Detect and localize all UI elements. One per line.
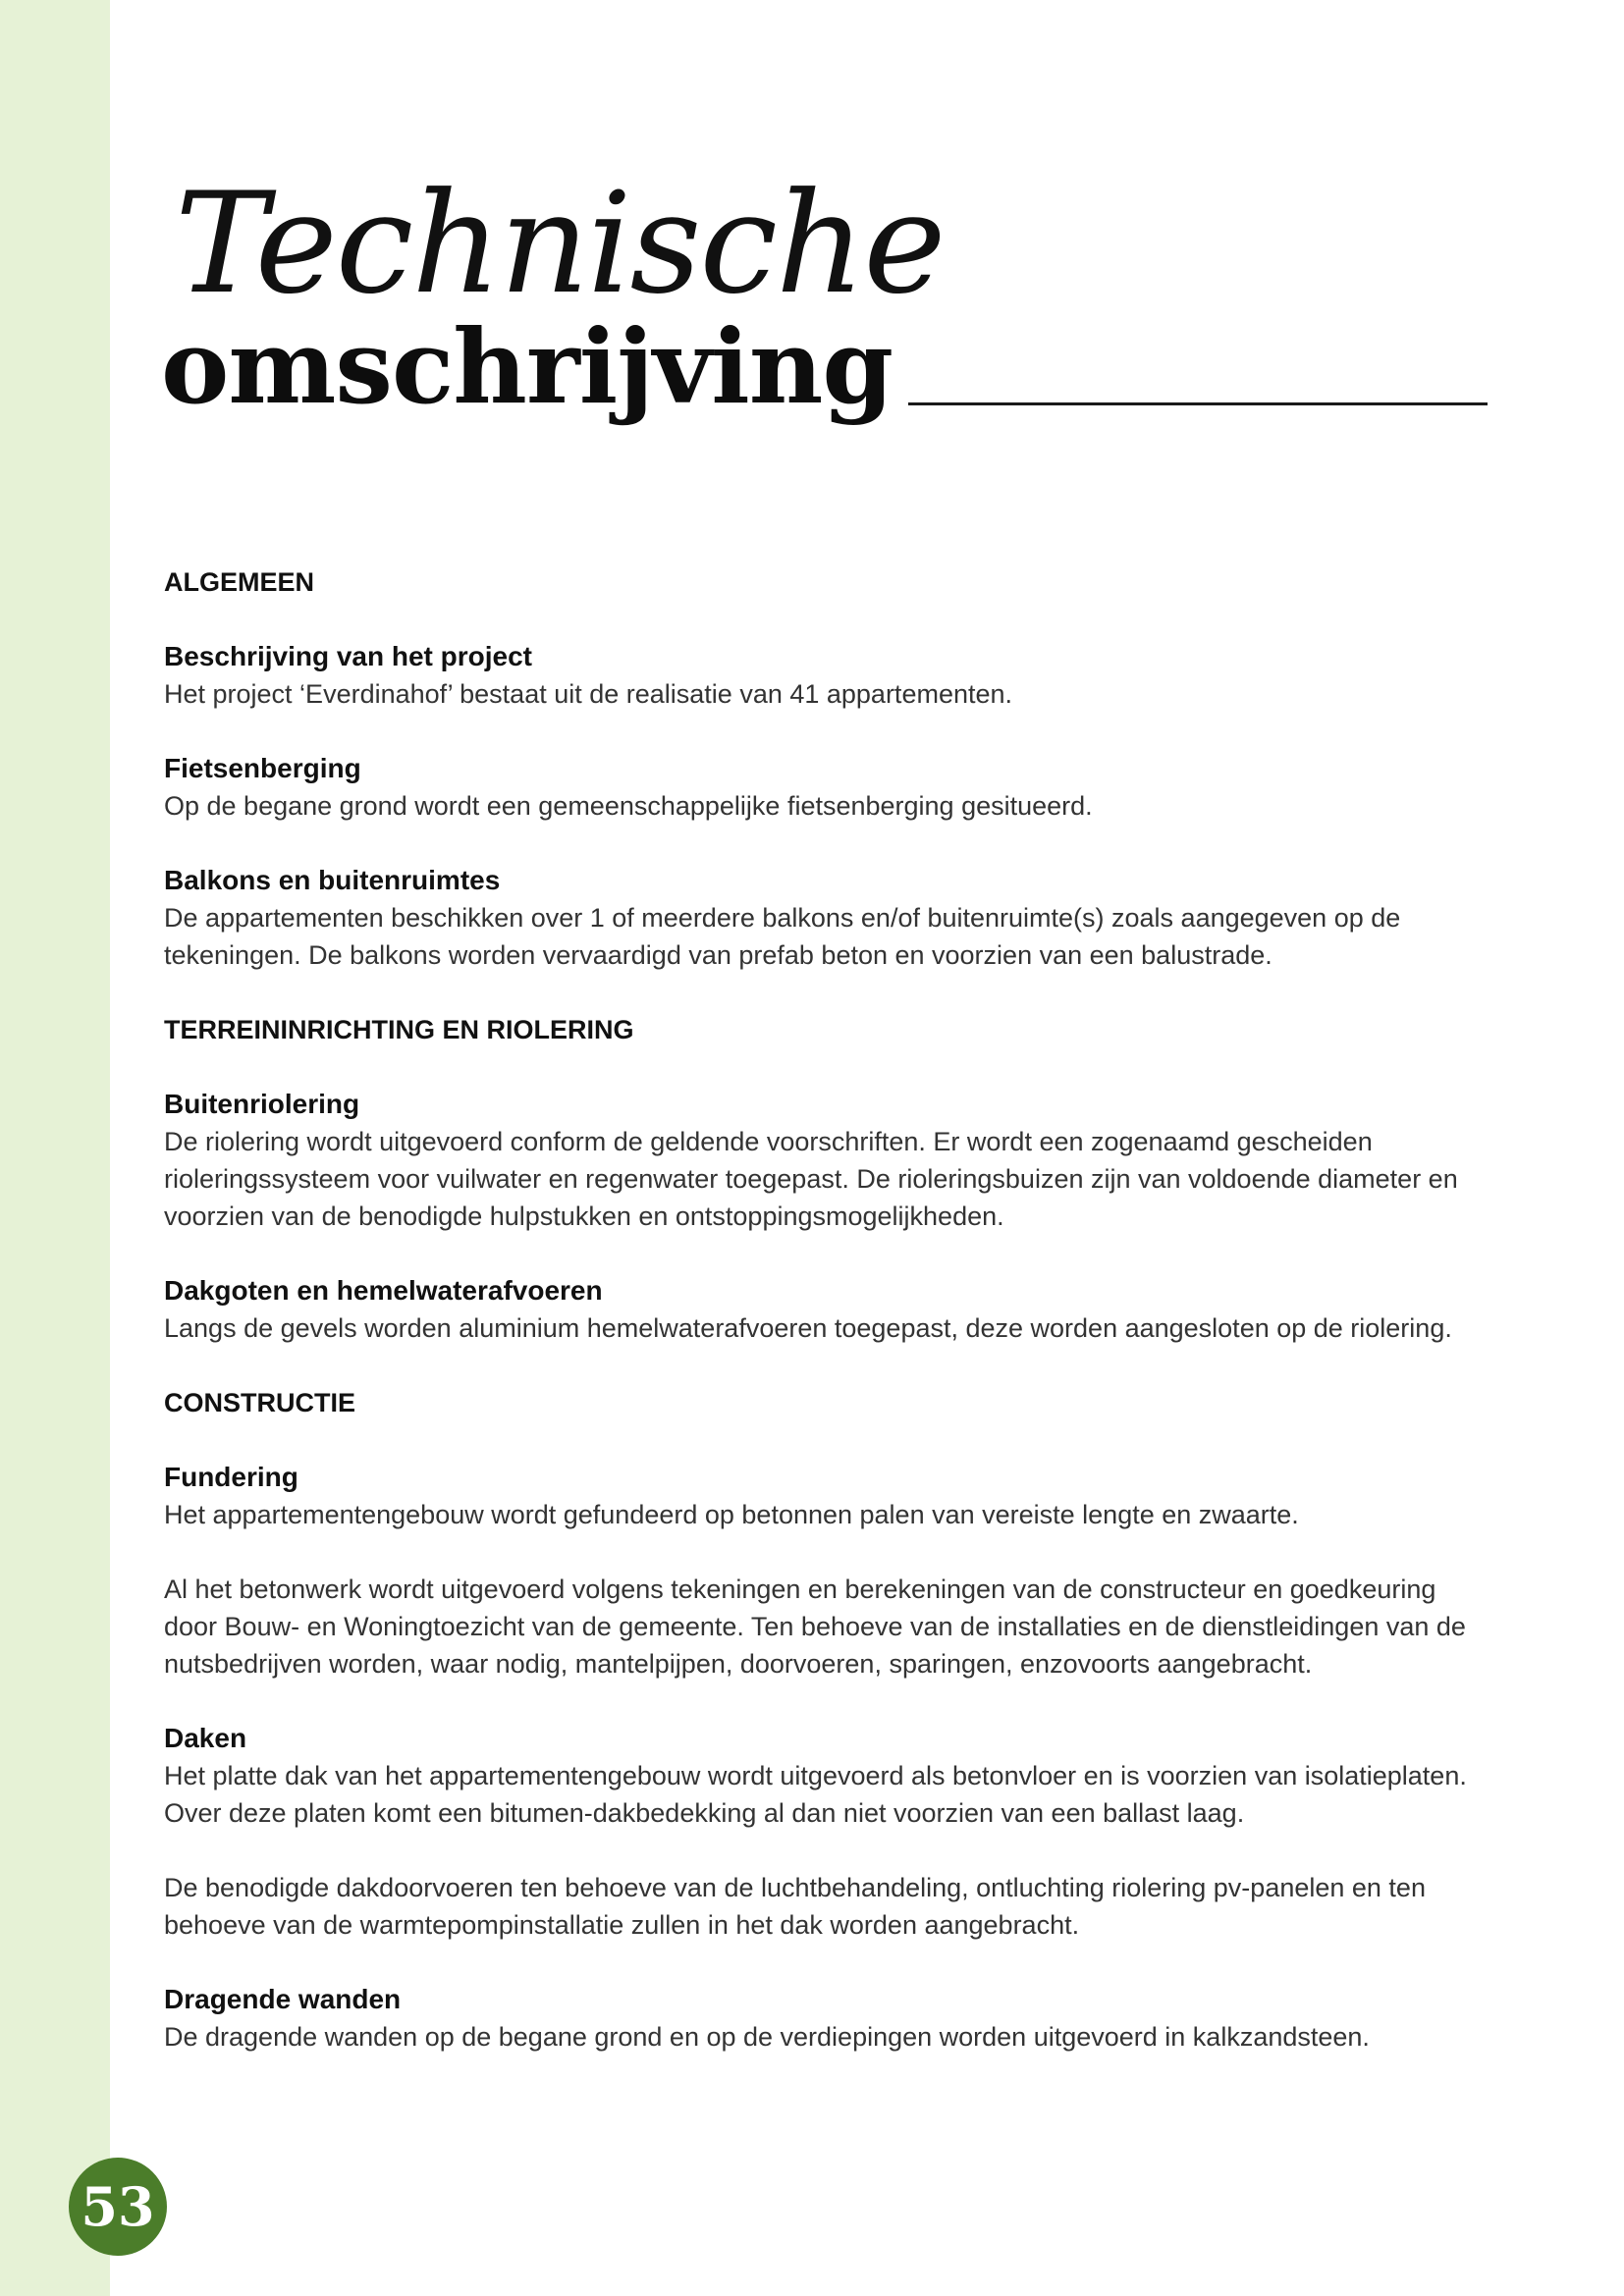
subsection-title: Fundering xyxy=(164,1462,298,1492)
subsection-title: Fietsenberging xyxy=(164,753,361,783)
paragraph: De appartementen beschikken over 1 of meerdere balkons en/of buitenruimte(s) zoals aangegeven op de tekeningen. De balkons worden vervaardigd van prefab beton en voorzien van een balustrade. xyxy=(164,903,1401,970)
subsection-title: Balkons en buitenruimtes xyxy=(164,865,501,895)
paragraph: Het project ‘Everdinahof’ bestaat uit de realisatie van 41 appartementen. xyxy=(164,679,1013,709)
page-number-badge: 53 xyxy=(69,2158,167,2256)
document-body xyxy=(164,563,1489,2093)
page-title-line1: Technische xyxy=(175,163,945,325)
paragraph: Op de begane grond wordt een gemeenschappelijke fietsenberging gesitueerd. xyxy=(164,791,1093,821)
subsection-title: Buitenriolering xyxy=(164,1089,360,1119)
paragraph: De benodigde dakdoorvoeren ten behoeve van de luchtbehandeling, ontluchting riolering pv-panelen en ten behoeve van de warmtepompinstallatie zullen in het dak worden aangebracht. xyxy=(164,1873,1426,1940)
section-heading-constructie: CONSTRUCTIE xyxy=(164,1388,355,1417)
title-divider xyxy=(908,402,1488,405)
subsection-title: Dragende wanden xyxy=(164,1984,402,2014)
paragraph: Langs de gevels worden aluminium hemelwaterafvoeren toegepast, deze worden aangesloten op de riolering. xyxy=(164,1313,1452,1343)
paragraph: De dragende wanden op de begane grond en op de verdiepingen worden uitgevoerd in kalkzandsteen. xyxy=(164,2022,1370,2052)
paragraph: Het appartementengebouw wordt gefundeerd op betonnen palen van vereiste lengte en zwaarte. xyxy=(164,1500,1299,1529)
section-heading-terreininrichting: TERREININRICHTING EN RIOLERING xyxy=(164,1015,634,1044)
subsection-title: Daken xyxy=(164,1723,247,1753)
page-title-line2: omschrijving xyxy=(161,306,893,427)
side-band xyxy=(0,0,110,2296)
paragraph: Het platte dak van het appartementengebouw wordt uitgevoerd als betonvloer en is voorzien van isolatieplaten. Over deze platen komt een bitumen-dakbedekking al dan niet voorzien van een ballast laag. xyxy=(164,1761,1467,1828)
paragraph: Al het betonwerk wordt uitgevoerd volgens tekeningen en berekeningen van de constructeur en goedkeuring door Bouw- en Woningtoezicht van de gemeente. Ten behoeve van de installaties en de dienstleidingen van de nutsbedrijven worden, waar nodig, mantelpijpen, doorvoeren, sparingen, enzovoorts aangebracht. xyxy=(164,1575,1466,1679)
subsection-title: Dakgoten en hemelwaterafvoeren xyxy=(164,1275,603,1306)
paragraph: De riolering wordt uitgevoerd conform de geldende voorschriften. Er wordt een zogenaamd gescheiden rioleringssysteem voor vuilwater en regenwater toegepast. De rioleringsbuizen zijn van voldoende diameter en voorzien van de benodigde hulpstukken en ontstoppingsmogelijkheden. xyxy=(164,1127,1458,1231)
subsection-title: Beschrijving van het project xyxy=(164,641,532,671)
section-heading-algemeen: ALGEMEEN xyxy=(164,567,315,597)
